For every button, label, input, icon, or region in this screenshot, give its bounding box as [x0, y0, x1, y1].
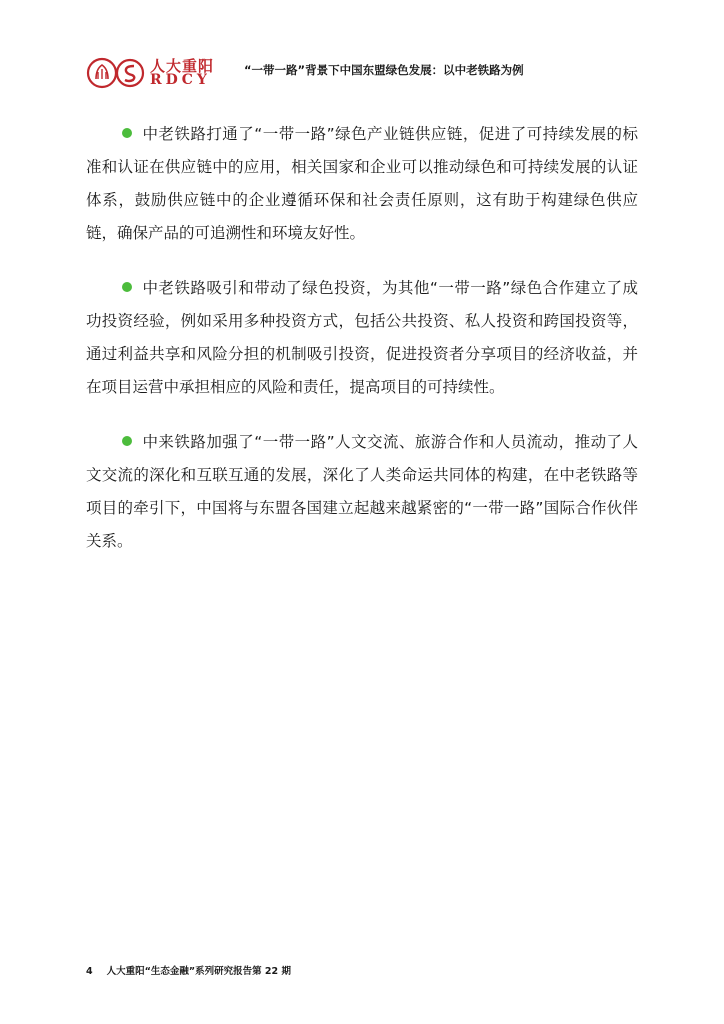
- paragraph-1: [86, 118, 638, 250]
- footer-text: 人大重阳“生态金融”系列研究报告第 22 期: [106, 966, 291, 977]
- paragraph-text: 中来铁路加强了“一带一路”人文交流、旅游合作和人员流动，推动了人文交流的深化和互联互通的发展，深化了人类命运共同体的构建，在中老铁路等项目的牵引下，中国将与东盟各国建立起越来越紧密的“一带一路”国际合作伙伴关系。: [86, 433, 638, 550]
- header-title: “一带一路”背景下中国东盟绿色发展：以中老铁路为例: [244, 63, 524, 77]
- page-header: [0, 0, 724, 100]
- green-bullet-icon: [122, 436, 132, 446]
- paragraph-3: [86, 426, 638, 558]
- main-content: [86, 118, 638, 580]
- paragraph-text: 中老铁路打通了“一带一路”绿色产业链供应链，促进了可持续发展的标准和认证在供应链中的应用，相关国家和企业可以推动绿色和可持续发展的认证体系，鼓励供应链中的企业遵循环保和社会责任原则，这有助于构建绿色供应链，确保产品的可追溯性和环境友好性。: [86, 125, 638, 242]
- logo-chinese-text: 人大重阳: [150, 57, 215, 75]
- page-footer: [86, 963, 291, 977]
- green-bullet-icon: [122, 128, 132, 138]
- paragraph-text: 中老铁路吸引和带动了绿色投资，为其他“一带一路”绿色合作建立了成功投资经验，例如采用多种投资方式，包括公共投资、私人投资和跨国投资等，通过利益共享和风险分担的机制吸引投资，促进投资者分享项目的经济收益，并在项目运营中承担相应的风险和责任，提高项目的可持续性。: [86, 279, 638, 396]
- page-number: 4: [86, 966, 93, 977]
- logo-english-text: RDCY: [150, 72, 211, 88]
- rdcy-logo: [86, 55, 216, 91]
- green-bullet-icon: [122, 282, 132, 292]
- logo-emblem-icon: [86, 55, 148, 91]
- paragraph-2: [86, 272, 638, 404]
